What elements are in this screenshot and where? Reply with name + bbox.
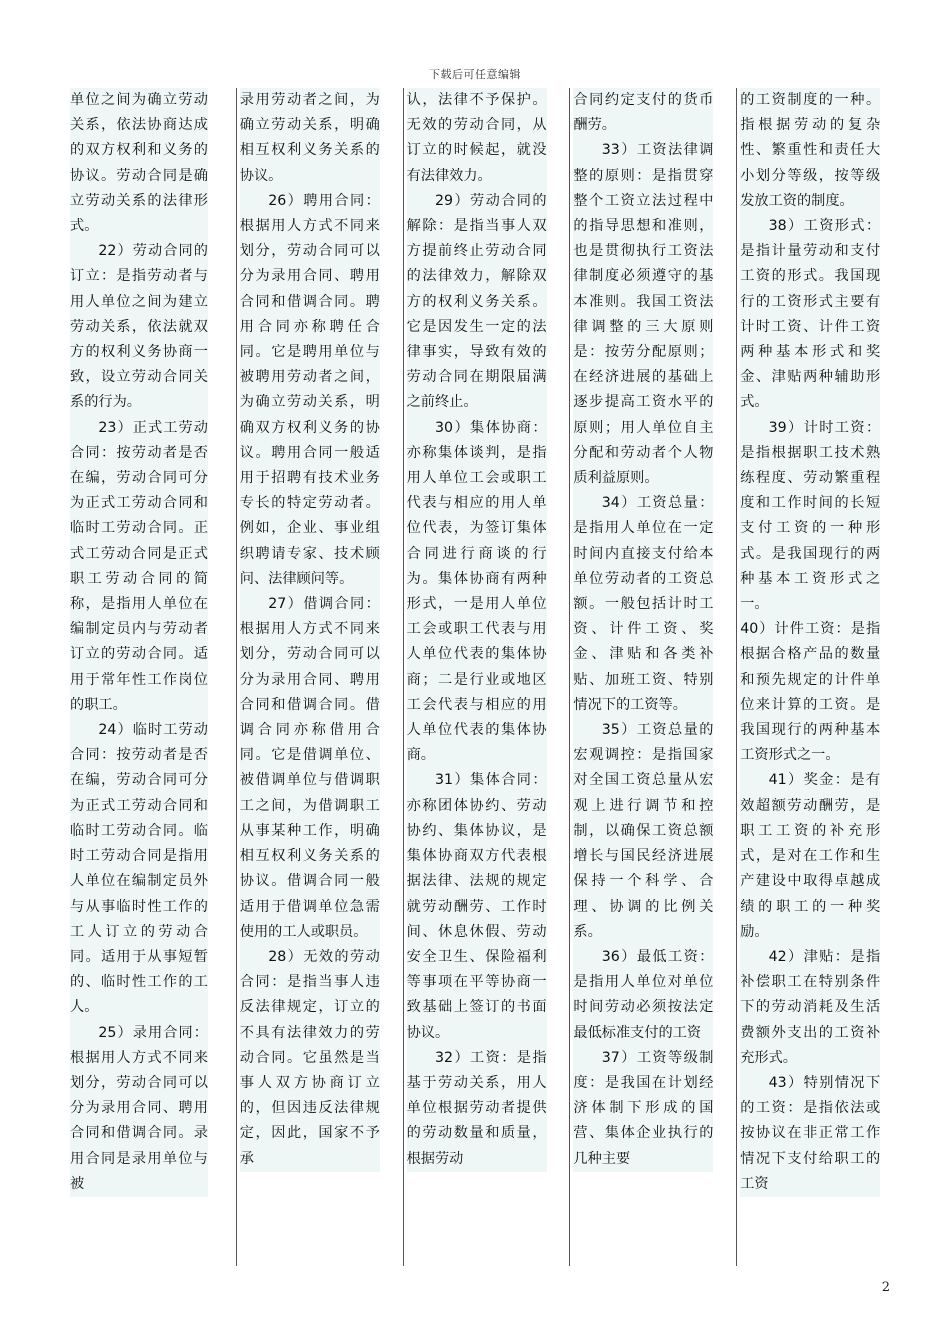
paragraph: 认，法律不予保护。无效的劳动合同，从订立的时候起，就没有法律效力。 [406,92,547,184]
paragraph: 38）工资形式：是指计量劳动和支付工资的形式。我国现行的工资形式主要有计时工资、计件工资两种基本形式和奖金、津贴两种辅助形式。 [740,218,881,411]
paragraph: 37）工资等级制度：是我国在计划经济体制下形成的国营、集体企业执行的几种主要 [573,1049,714,1167]
column-body [740,88,880,1197]
paragraph: 33）工资法律调整的原则：是指贯穿整个工资立法过程中的指导思想和准则，也是贯彻执行工资法律制度必须遵守的基本准则。我国工资法律调整的三大原则是：按劳分配原则；在经济进展的基础上逐步提高工资水平的原则；用人单位自主分配和劳动者个人物质利益原则。 [573,142,714,487]
paragraph: 35）工资总量的宏观调控：是指国家对全国工资总量从宏观上进行调节和控制，以确保工资总额增长与国民经济进展保持一个科学、合理、协调的比例关系。 [573,722,714,940]
paragraph: 23）正式工劳动合同：按劳动者是否在编，劳动合同可分为正式工劳动合同和临时工劳动合同。正式工劳动合同是正式职工劳动合同的简称，是指用人单位在编制定员内与劳动者订立的劳动合同。适用于常年性工作岗位的职工。 [70,419,208,713]
paragraph: 39）计时工资：是指根据职工技术熟练程度、劳动繁重程度和工作时间的长短支付工资的一种形式。是我国现行的两种基本工资形式之一。 [740,419,881,613]
paragraph: 25）录用合同：根据用人方式不同来划分，劳动合同可以分为录用合同、聘用合同和借调合同。录用合同是录用单位与被 [70,1024,208,1192]
column-body [407,88,547,1172]
column-body [240,88,380,1172]
page-number: 2 [881,1280,890,1295]
paragraph: 合同约定支付的货币酬劳。 [573,92,714,134]
paragraph: 43）特别情况下的工资：是指依法或按协议在非正常工作情况下支付给职工的工资 [740,1074,881,1192]
text-column-2 [237,88,404,1266]
paragraph: 31）集体合同：亦称团体协约、劳动协约、集体协议，是集体协商双方代表根据法律、法规的规定就劳动酬劳、工作时间、休息休假、劳动安全卫生、保险福利等事项在平等协商一致基础上签订的书面协议。 [406,772,547,1041]
text-column-1 [70,88,237,1266]
paragraph: 29）劳动合同的解除：是指当事人双方提前终止劳动合同的法律效力，解除双方的权利义务关系。它是因发生一定的法律事实，导致有效的劳动合同在期限届满之前终止。 [406,192,547,411]
column-body [573,88,713,1172]
paragraph: 的工资制度的一种。指根据劳动的复杂性、繁重性和责任大小划分等级，按等级发放工资的制度。 [740,92,881,209]
column-body [70,88,208,1197]
paragraph: 40）计件工资：是指根据合格产品的数量和预先规定的计件单位来计算的工资。是我国现行的两种基本工资形式之一。 [740,621,881,764]
paragraph: 22）劳动合同的订立：是指劳动者与用人单位之间为建立劳动关系，依法就双方的权利义务协商一致，设立劳动合同关系的行为。 [70,243,208,411]
paragraph: 24）临时工劳动合同：按劳动者是否在编，劳动合同可分为正式工劳动合同和临时工劳动合同。临时工劳动合同是指用人单位在编制定员外与从事临时性工作的工人订立的劳动合同。适用于从事短暂的、临时性工作的工人。 [70,722,208,1016]
paragraph: 32）工资：是指基于劳动关系，用人单位根据劳动者提供的劳动数量和质量，根据劳动 [406,1049,547,1167]
text-column-3 [404,88,571,1266]
paragraph: 单位之间为确立劳动关系，依法协商达成的双方权利和义务的协议。劳动合同是确立劳动关系的法律形式。 [70,92,208,235]
paragraph: 34）工资总量：是指用人单位在一定时间内直接支付给本单位劳动者的工资总额。一般包括计时工资、计件工资、奖金、津贴和各类补贴、加班工资、特别情况下的工资等。 [573,495,714,713]
paragraph: 录用劳动者之间，为确立劳动关系，明确相互权利义务关系的协议。 [239,92,380,184]
page-header: 下载后可任意编辑 [429,68,521,81]
text-column-4 [570,88,737,1266]
paragraph: 28）无效的劳动合同：是指当事人违反法律规定，订立的不具有法律效力的劳动合同。它虽然是当事人双方协商订立的，但因违反法律规定，因此，国家不予承 [239,948,380,1167]
paragraph: 30）集体协商：亦称集体谈判，是指用人单位工会或职工代表与相应的用人单位代表，为签订集体合同进行商谈的行为。集体协商有两种形式，一是用人单位工会或职工代表与用人单位代表的集体协商；二是行业或地区工会代表与相应的用人单位代表的集体协商。 [406,419,547,764]
paragraph: 36）最低工资：是指用人单位对单位时间劳动必须按法定最低标准支付的工资 [573,948,714,1041]
text-column-5 [737,88,904,1266]
paragraph: 42）津贴：是指补偿职工在特别条件下的劳动消耗及生活费额外支出的工资补充形式。 [740,948,881,1066]
text-columns [70,88,904,1266]
paragraph: 27）借调合同：根据用人方式不同来划分，劳动合同可以分为录用合同、聘用合同和借调合同。借调合同亦称借用合同。它是借调单位、被借调单位与借调职工之间，为借调职工从事某种工作，明确相互权利义务关系的协议。借调合同一般适用于借调单位急需使用的工人或职员。 [239,596,380,940]
paragraph: 41）奖金：是有效超额劳动酬劳，是职工工资的补充形式，是对在工作和生产建设中取得卓越成绩的职工的一种奖励。 [740,772,881,940]
paragraph: 26）聘用合同：根据用人方式不同来划分，劳动合同可以分为录用合同、聘用合同和借调合同。聘用合同亦称聘任合同。它是聘用单位与被聘用劳动者之间，为确立劳动关系，明确双方权利义务的协议。聘用合同一般适用于招聘有技术业务专长的特定劳动者。例如，企业、事业组织聘请专家、技术顾问、法律顾问等。 [239,192,380,587]
